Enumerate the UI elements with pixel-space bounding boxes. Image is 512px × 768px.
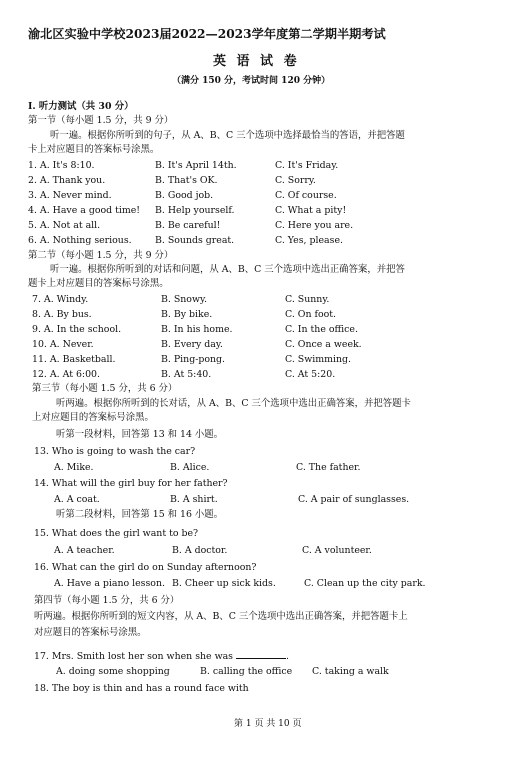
q1-option-b: B. It's April 14th. — [155, 160, 237, 171]
page-footer: 第 1 页 共 10 页 — [234, 719, 302, 729]
q11-option-a: 11. A. Basketball. — [32, 354, 116, 365]
q10-option-b: B. Every day. — [161, 339, 223, 350]
s2-instruction: 听一遍。根据你所听到的对话和问题，从 A、B、C 三个选项中选出正确答案，并把答 — [50, 264, 405, 275]
part1-heading: I. 听力测试（共 30 分） — [28, 101, 134, 112]
q10-option-c: C. Once a week. — [285, 339, 362, 350]
q17-option-a: A. doing some shopping — [56, 666, 170, 677]
q17-text: 17. Mrs. Smith lost her son when she was — [34, 651, 233, 662]
s4-heading: 第四节（每小题 1.5 分，共 6 分） — [34, 595, 180, 606]
s3-heading: 第三节（每小题 1.5 分，共 6 分） — [32, 383, 178, 394]
q1-option-a: 1. A. It's 8:10. — [28, 160, 95, 171]
q8-option-a: 8. A. By bus. — [32, 309, 92, 320]
q12-option-a: 12. A. At 6:00. — [32, 369, 101, 380]
q3-option-b: B. Good job. — [155, 190, 214, 201]
q16-option-c: C. Clean up the city park. — [304, 578, 426, 589]
q5-option-b: B. Be careful! — [155, 220, 221, 231]
s2-heading: 第二节（每小题 1.5 分，共 9 分） — [28, 250, 174, 261]
q6-option-c: C. Yes, please. — [275, 235, 343, 246]
s2-instruction-cont: 题卡上对应题目的答案标号涂黑。 — [28, 278, 169, 289]
q9-option-b: B. In his home. — [161, 324, 233, 335]
s3-material-2: 听第二段材料，回答第 15 和 16 小题。 — [56, 509, 224, 520]
q15-option-a: A. A teacher. — [54, 545, 115, 556]
q17-period: . — [285, 651, 289, 662]
exam-subject: 英 语 试 卷 — [213, 54, 300, 69]
q11-option-b: B. Ping-pong. — [161, 354, 226, 365]
q11-option-c: C. Swimming. — [285, 354, 352, 365]
s1-instruction: 听一遍。根据你所听到的句子，从 A、B、C 三个选项中选择最恰当的答语，并把答题 — [50, 130, 405, 141]
s1-instruction-cont: 卡上对应题目的答案标号涂黑。 — [28, 144, 160, 155]
q7-option-a: 7. A. Windy. — [32, 294, 89, 305]
q7-option-c: C. Sunny. — [285, 294, 330, 305]
q8-option-b: B. By bike. — [161, 309, 213, 320]
q17-option-b: B. calling the office — [200, 666, 293, 677]
q14-stem: 14. What will the girl buy for her father? — [34, 478, 228, 489]
q15-option-c: C. A volunteer. — [302, 545, 372, 556]
q4-option-b: B. Help yourself. — [155, 205, 235, 216]
q12-option-c: C. At 5:20. — [285, 369, 336, 380]
q3-option-a: 3. A. Never mind. — [28, 190, 112, 201]
q2-option-b: B. That's OK. — [155, 175, 218, 186]
answer-blank — [236, 650, 286, 659]
q6-option-b: B. Sounds great. — [155, 235, 235, 246]
q4-option-c: C. What a pity! — [275, 205, 347, 216]
q15-option-b: B. A doctor. — [172, 545, 228, 556]
exam-info: （满分 150 分，考试时间 120 分钟） — [172, 76, 331, 86]
s4-instruction-cont: 对应题目的答案标号涂黑。 — [34, 627, 147, 638]
q8-option-c: C. On foot. — [285, 309, 337, 320]
q13-option-c: C. The father. — [296, 462, 361, 473]
q13-stem: 13. Who is going to wash the car? — [34, 446, 196, 457]
q5-option-a: 5. A. Not at all. — [28, 220, 101, 231]
q13-option-b: B. Alice. — [170, 462, 210, 473]
q9-option-a: 9. A. In the school. — [32, 324, 122, 335]
exam-title: 渝北区实验中学校2023届2022—2023学年度第二学期半期考试 — [28, 27, 386, 41]
q17-stem — [34, 650, 289, 661]
q12-option-b: B. At 5:40. — [161, 369, 212, 380]
q1-option-c: C. It's Friday. — [275, 160, 339, 171]
q16-option-a: A. Have a piano lesson. — [54, 578, 165, 589]
q16-stem: 16. What can the girl do on Sunday afternoon? — [34, 562, 257, 573]
q18-stem: 18. The boy is thin and has a round face with — [34, 683, 249, 694]
q10-option-a: 10. A. Never. — [32, 339, 94, 350]
s4-instruction: 听两遍。根据你所听到的短文内容，从 A、B、C 三个选项中选出正确答案，并把答题卡上 — [34, 611, 408, 622]
s3-instruction: 听两遍。根据你所听到的长对话，从 A、B、C 三个选项中选出正确答案，并把答题卡 — [56, 398, 411, 409]
q3-option-c: C. Of course. — [275, 190, 337, 201]
q4-option-a: 4. A. Have a good time! — [28, 205, 141, 216]
q17-option-c: C. taking a walk — [312, 666, 389, 677]
q9-option-c: C. In the office. — [285, 324, 358, 335]
q2-option-a: 2. A. Thank you. — [28, 175, 106, 186]
s3-instruction-cont: 上对应题目的答案标号涂黑。 — [32, 412, 154, 423]
q2-option-c: C. Sorry. — [275, 175, 316, 186]
s1-heading: 第一节（每小题 1.5 分，共 9 分） — [28, 115, 174, 126]
q5-option-c: C. Here you are. — [275, 220, 354, 231]
q7-option-b: B. Snowy. — [161, 294, 208, 305]
q6-option-a: 6. A. Nothing serious. — [28, 235, 132, 246]
s3-material-1: 听第一段材料，回答第 13 和 14 小题。 — [56, 429, 224, 440]
q15-stem: 15. What does the girl want to be? — [34, 528, 199, 539]
q14-option-a: A. A coat. — [54, 494, 100, 505]
q16-option-b: B. Cheer up sick kids. — [172, 578, 276, 589]
q13-option-a: A. Mike. — [54, 462, 94, 473]
q14-option-b: B. A shirt. — [170, 494, 218, 505]
q14-option-c: C. A pair of sunglasses. — [298, 494, 410, 505]
